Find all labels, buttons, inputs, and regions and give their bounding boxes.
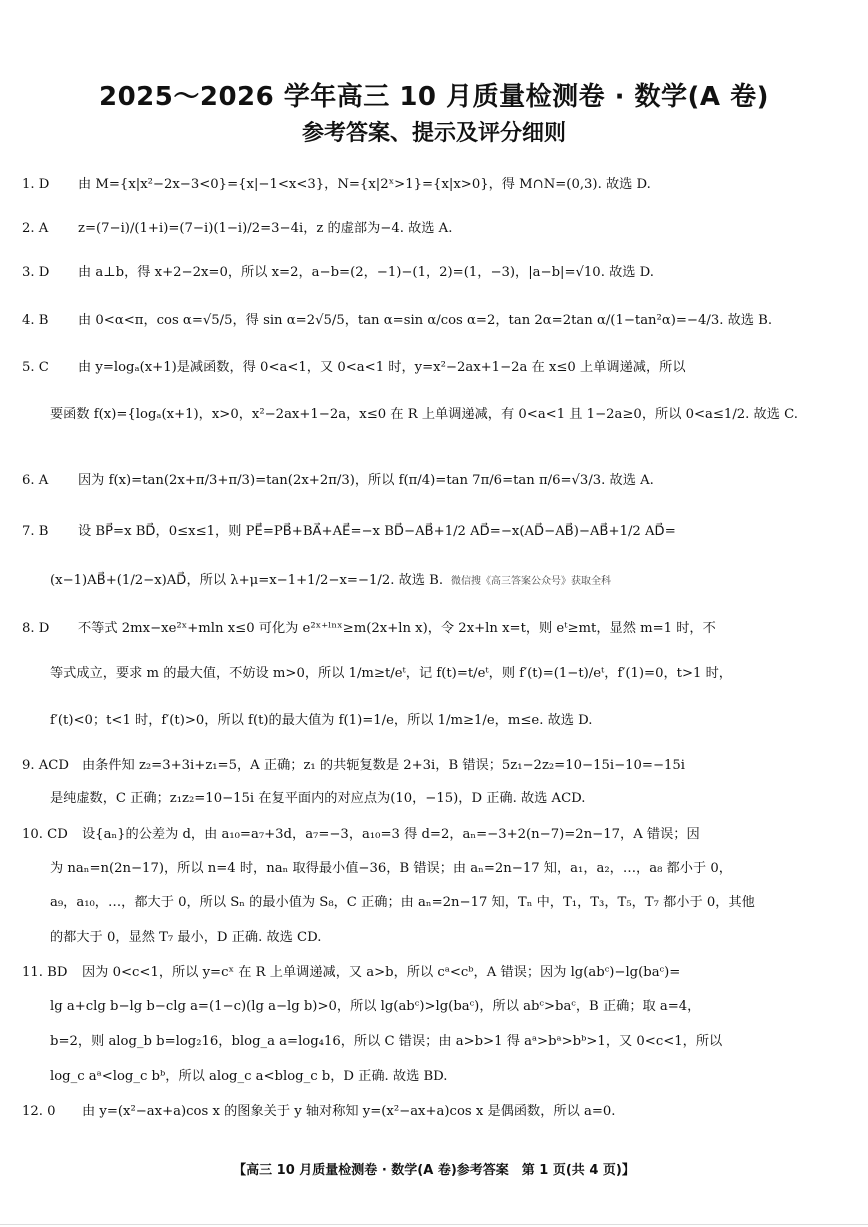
answer-number: 8. D (22, 621, 50, 636)
answer-line: 等式成立，要求 m 的最大值，不妨设 m>0，所以 1/m≥t/eᵗ，记 f(t)=t/eᵗ，则 f′(t)=(1−t)/eᵗ，f′(1)=0，t>1 时， (50, 666, 732, 681)
answer-number: 9. ACD (22, 758, 69, 773)
answer-line: 由 0<α<π，cos α=√5/5，得 sin α=2√5/5，tan α=sin α/cos α=2，tan 2α=2tan α/(1−tan²α)=−4/3. 故选 B. (78, 313, 773, 328)
answer-number: 7. B (22, 524, 49, 539)
answer-line: 由 a⊥b，得 x+2−2x=0，所以 x=2，a−b=(2，−1)−(1，2)=(1，−3)，|a−b|=√10. 故选 D. (78, 265, 654, 280)
answer-line: 的都大于 0，显然 T₇ 最小，D 正确. 故选 CD. (50, 930, 322, 945)
answer-line-text: (x−1)AB⃗+(1/2−x)AD⃗，所以 λ+μ=x−1+1/2−x=−1/2. 故选 B. (50, 573, 444, 588)
page-bottom-divider (0, 1224, 868, 1225)
answer-line: 因为 f(x)=tan(2x+π/3+π/3)=tan(2x+2π/3)，所以 f(π/4)=tan 7π/6=tan π/6=√3/3. 故选 A. (78, 473, 654, 488)
answer-line: 由 y=logₐ(x+1)是减函数，得 0<a<1，又 0<a<1 时，y=x²−2ax+1−2a 在 x≤0 上单调递减，所以 (78, 360, 686, 375)
answer-number: 3. D (22, 265, 50, 280)
answer-line: 不等式 2mx−xe²ˣ+mln x≤0 可化为 e²ˣ⁺ˡⁿˣ≥m(2x+ln x)，令 2x+ln x=t，则 eᵗ≥mt，显然 m=1 时，不 (78, 621, 716, 636)
answer-line: 设 BP⃗=x BD⃗，0≤x≤1，则 PE⃗=PB⃗+BA⃗+AE⃗=−x BD⃗−AB⃗+1/2 AD⃗=−x(AD⃗−AB⃗)−AB⃗+1/2 AD⃗= (78, 524, 676, 539)
answer-line (50, 572, 611, 591)
answer-line: lg a+clg b−lg b−clg a=(1−c)(lg a−lg b)>0，所以 lg(abᶜ)>lg(baᶜ)，所以 abᶜ>baᶜ，B 正确；取 a=4， (50, 999, 701, 1014)
page-subtitle: 参考答案、提示及评分细则 (301, 121, 566, 146)
answer-number: 12. 0 (22, 1104, 56, 1119)
answer-number: 2. A (22, 221, 49, 236)
answer-number: 6. A (22, 473, 49, 488)
answer-line: 要函数 f(x)={logₐ(x+1)，x>0，x²−2ax+1−2a，x≤0 在 R 上单调递减，有 0<a<1 且 1−2a≥0，所以 0<a≤1/2. 故选 C. (50, 407, 798, 422)
answer-line: 因为 0<c<1，所以 y=cˣ 在 R 上单调递减，又 a>b，所以 cᵃ<cᵇ，A 错误；因为 lg(abᶜ)−lg(baᶜ)= (82, 965, 681, 980)
watermark-text: 微信搜《高三答案公众号》获取全科 (451, 576, 612, 587)
answer-line: f′(t)<0；t<1 时，f′(t)>0，所以 f(t)的最大值为 f(1)=1/e，所以 1/m≥1/e，m≤e. 故选 D. (50, 713, 593, 728)
page-title: 2025～2026 学年高三 10 月质量检测卷 · 数学(A 卷) (99, 82, 769, 112)
answer-line: 由 M={x|x²−2x−3<0}={x|−1<x<3}，N={x|2ˣ>1}={x|x>0}，得 M∩N=(0,3). 故选 D. (78, 177, 651, 192)
answer-line: log_c aᵃ<log_c bᵇ，所以 alog_c a<blog_c b，D 正确. 故选 BD. (50, 1069, 448, 1084)
answer-line: b=2，则 alog_b b=log₂16，blog_a a=log₄16，所以 C 错误；由 a>b>1 得 aᵃ>bᵃ>bᵇ>1，又 0<c<1，所以 (50, 1034, 723, 1049)
answer-number: 5. C (22, 360, 49, 375)
answer-line: z=(7−i)/(1+i)=(7−i)(1−i)/2=3−4i，z 的虚部为−4. 故选 A. (78, 221, 453, 236)
answer-line: 由条件知 z₂=3+3i+z₁=5，A 正确；z₁ 的共轭复数是 2+3i，B 错误；5z₁−2z₂=10−15i−10=−15i (82, 758, 685, 773)
answer-number: 1. D (22, 177, 50, 192)
answer-number: 4. B (22, 313, 49, 328)
answer-number: 11. BD (22, 965, 68, 980)
answer-line: 设{aₙ}的公差为 d，由 a₁₀=a₇+3d，a₇=−3，a₁₀=3 得 d=2，aₙ=−3+2(n−7)=2n−17，A 错误；因 (82, 827, 700, 842)
answer-line: 是纯虚数，C 正确；z₁z₂=10−15i 在复平面内的对应点为(10，−15)，D 正确. 故选 ACD. (50, 791, 586, 806)
answer-line: a₉，a₁₀，…，都大于 0，所以 Sₙ 的最小值为 S₈，C 正确；由 aₙ=2n−17 知，Tₙ 中，T₁，T₃，T₅，T₇ 都小于 0，其他 (50, 895, 755, 910)
answer-line: 由 y=(x²−ax+a)cos x 的图象关于 y 轴对称知 y=(x²−ax+a)cos x 是偶函数，所以 a=0. (82, 1104, 616, 1119)
page-footer: 【高三 10 月质量检测卷 · 数学(A 卷)参考答案 第 1 页(共 4 页)】 (233, 1163, 635, 1178)
answer-line: 为 naₙ=n(2n−17)，所以 n=4 时，naₙ 取得最小值−36，B 错误；由 aₙ=2n−17 知，a₁，a₂，…，a₈ 都小于 0， (50, 861, 732, 876)
answer-number: 10. CD (22, 827, 68, 842)
